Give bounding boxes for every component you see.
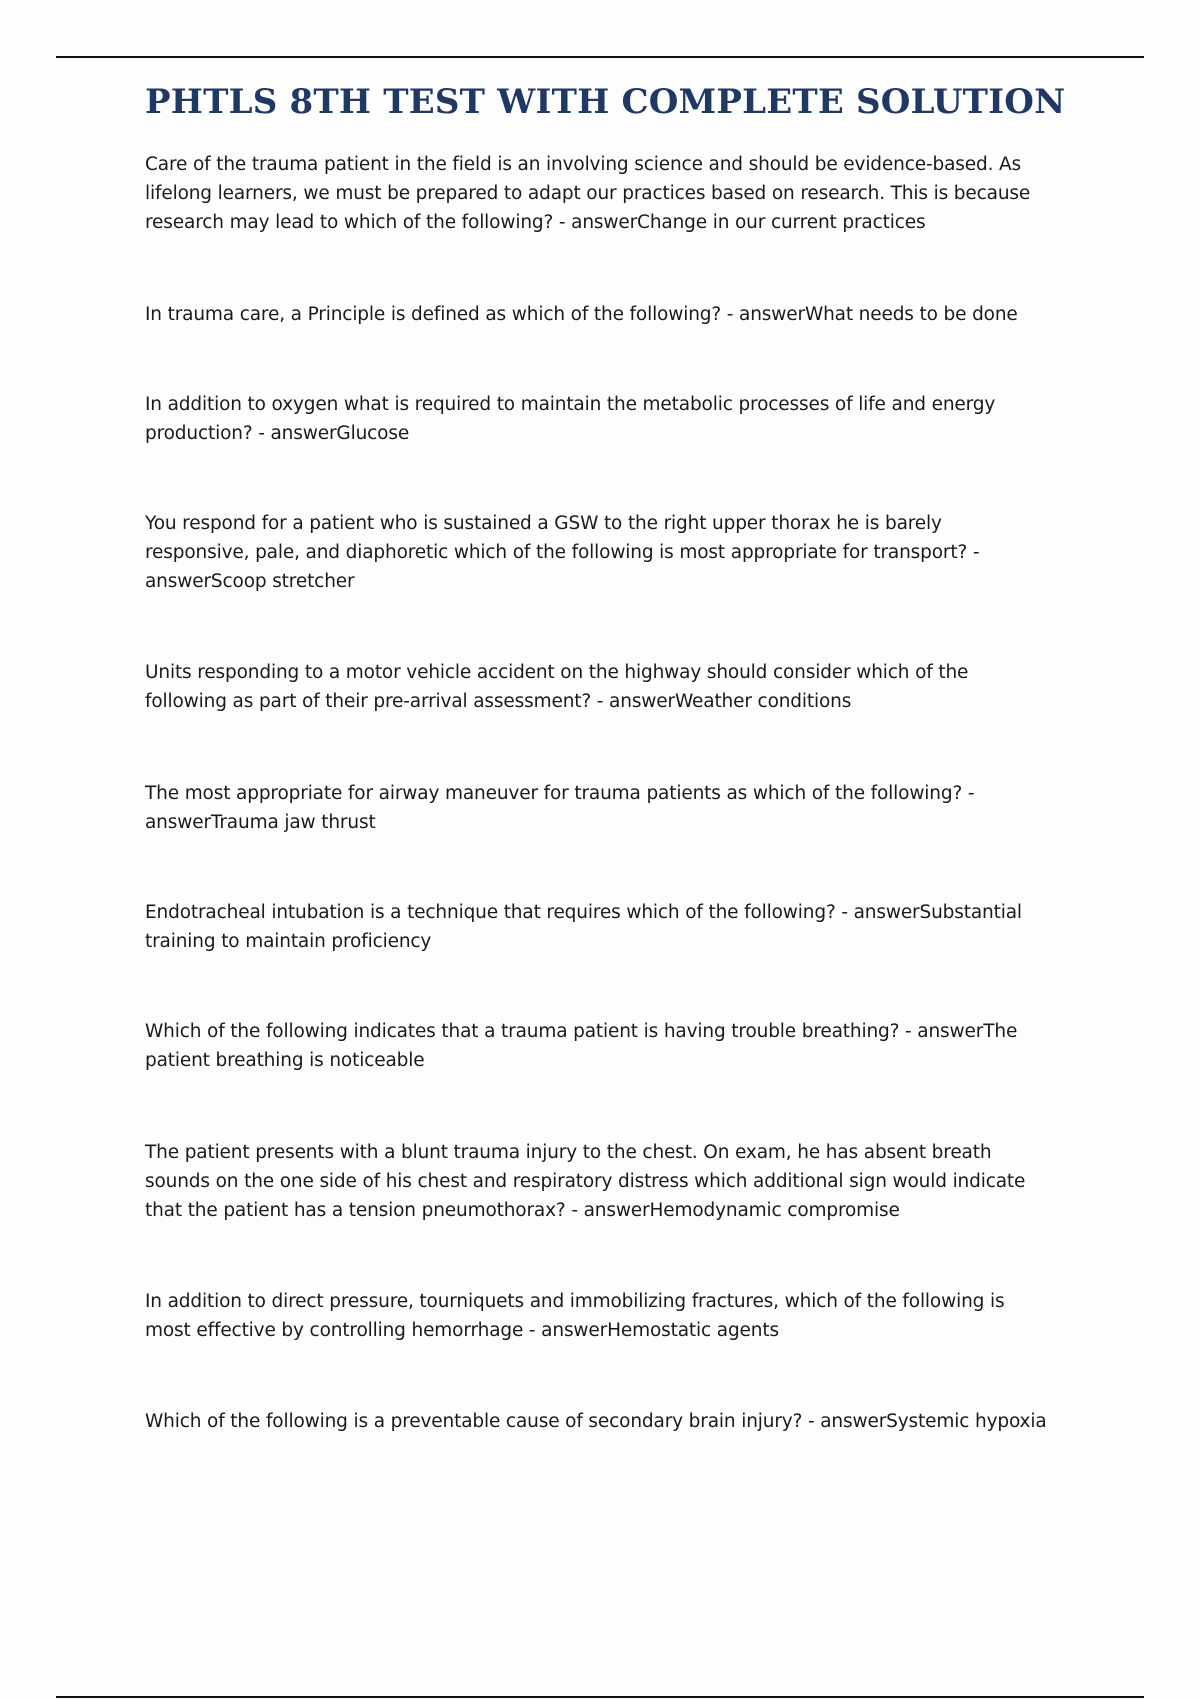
document-title: PHTLS 8TH TEST WITH COMPLETE SOLUTION <box>145 82 1066 122</box>
qa-item-8: Which of the following indicates that a trauma patient is having trouble breathing? - answerThe patient breathing is noticeable <box>145 1021 1018 1071</box>
qa-item-7: Endotracheal intubation is a technique that requires which of the following? - answerSubstantial training to maintain proficiency <box>145 902 1022 952</box>
qa-item-3: In addition to oxygen what is required to maintain the metabolic processes of life and energy production? - answerGlucose <box>145 394 996 444</box>
footer-rule <box>56 1696 1144 1698</box>
qa-item-5: Units responding to a motor vehicle accident on the highway should consider which of the following as part of their pre-arrival assessment? - answerWeather conditions <box>145 662 969 712</box>
qa-item-11: Which of the following is a preventable cause of secondary brain injury? - answerSystemic hypoxia <box>145 1411 1047 1432</box>
qa-item-6: The most appropriate for airway maneuver for trauma patients as which of the following? - answerTrauma jaw thrust <box>145 783 975 833</box>
qa-item-1: Care of the trauma patient in the field is an involving science and should be evidence-based. As lifelong learners, we must be prepared to adapt our practices based on research. This is because research may lead to which of the following? - answerChange in our current practices <box>145 154 1031 233</box>
header-rule <box>56 56 1144 58</box>
qa-item-2: In trauma care, a Principle is defined as which of the following? - answerWhat needs to be done <box>145 304 1018 325</box>
qa-item-4: You respond for a patient who is sustained a GSW to the right upper thorax he is barely responsive, pale, and diaphoretic which of the following is most appropriate for transport? - answerScoop stretcher <box>145 513 980 592</box>
qa-item-9: The patient presents with a blunt trauma injury to the chest. On exam, he has absent breath sounds on the one side of his chest and respiratory distress which additional sign would indicate that the patient has a tension pneumothorax? - answerHemodynamic compromise <box>145 1142 1026 1221</box>
qa-item-10: In addition to direct pressure, tourniquets and immobilizing fractures, which of the following is most effective by controlling hemorrhage - answerHemostatic agents <box>145 1291 1005 1341</box>
